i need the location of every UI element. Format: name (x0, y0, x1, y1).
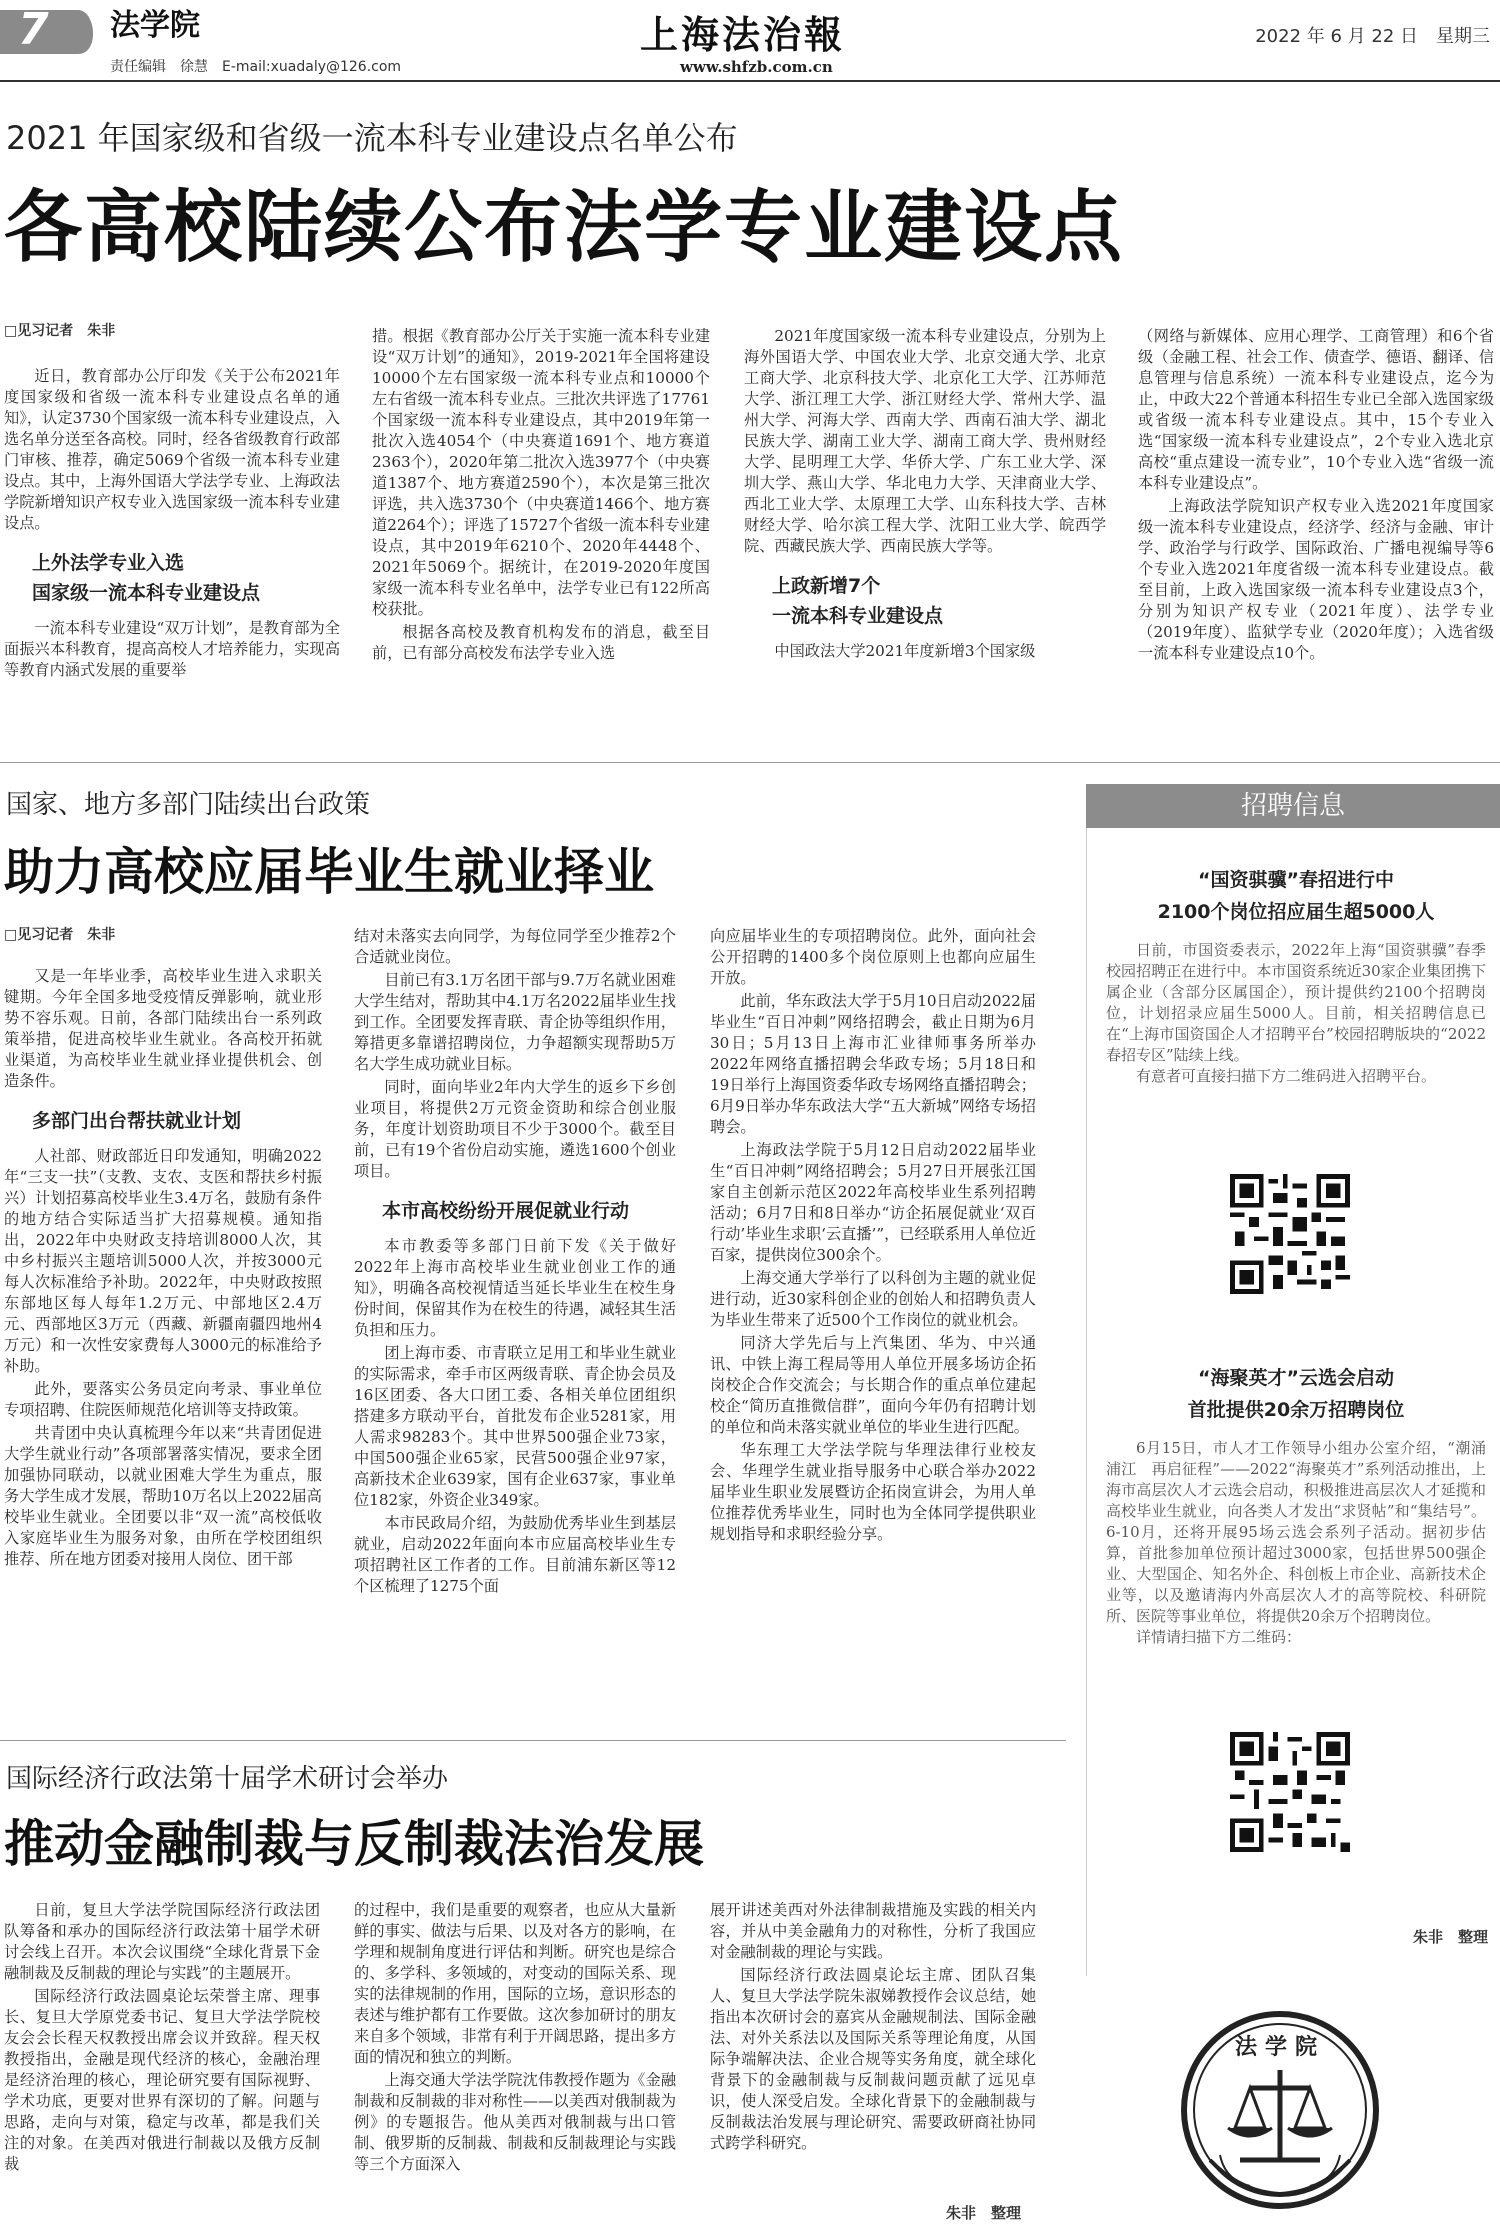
paragraph: 本市民政局介绍，为鼓励优秀毕业生到基层就业，启动2022年面向本市应届高校毕业生专项招聘社区工作者的工作。目前浦东新区等12个区梳理了1275个面 (354, 1514, 676, 1595)
paragraph: 国际经济行政法圆桌论坛荣誉主席、理事长、复旦大学原党委书记、复旦大学法学院校友会会长程天权教授出席会议并致辞。程天权教授指出，金融是现代经济的核心，金融治理是经济治理的核心，理论研究要有国际视野、学术功底，更要对世界有深切的了解。问题与思路，走向与对策，稳定与改革，都是我们关注的对象。在美西对俄进行制裁以及俄方反制裁 (4, 1987, 320, 2173)
article1-col2 (372, 326, 710, 666)
recruit-item1 (1106, 864, 1486, 1087)
paragraph: 同时，面向毕业2年内大学生的返乡下乡创业项目，将提供2万元资金资助和综合创业服务，年度计划资助项目不少于3000个。截至目前，已有19个省份启动实施，遴选1600个创业项目。 (354, 1078, 676, 1180)
article1-subhead1: 上外法学专业入选 国家级一流本科专业建设点 (32, 552, 261, 604)
paragraph: 此外，要落实公务员定向考录、事业单位专项招聘、住院医师规范化培训等支持政策。 (4, 1380, 322, 1419)
recruit-editor: 朱非 整理 (1412, 1928, 1488, 1946)
paragraph: 又是一年毕业季，高校毕业生进入求职关键期。今年全国多地受疫情反弹影响，就业形势不容乐观。日前，各部门陆续出台一系列政策举措，促进高校毕业生就业。各高校开拓就业渠道，为高校毕业生就业择业提供机会、创造条件。 (4, 967, 322, 1090)
paragraph: 华东理工大学法学院与华理法律行业校友会、华理学生就业指导服务中心联合举办2022届毕业生职业发展暨访企拓岗宣讲会，为用人单位推荐优秀毕业生，同时也为全体同学提供职业规划指导和求职经验分享。 (710, 1441, 1036, 1543)
article2-divider (0, 1740, 1066, 1741)
paragraph: 同济大学先后与上汽集团、华为、中兴通讯、中铁上海工程局等用人单位开展多场访企拓岗校企合作交流会；与长期合作的重点单位建起校企“简历直推微信群”，面向今年仍有招聘计划的单位和尚未落实就业单位的毕业生进行匹配。 (710, 1334, 1036, 1436)
recruit-title: 招聘信息 (1240, 791, 1345, 821)
issue-date: 2022 年 6 月 22 日 星期三 (1255, 26, 1490, 47)
recruit-item2 (1106, 1362, 1486, 1648)
article2-col3 (710, 926, 1036, 1547)
paragraph: 一流本科专业建设“双万计划”，是教育部为全面振兴本科教育，提高高校人才培养能力，实现高等教育内涵式发展的重要举 (4, 619, 340, 679)
article1-divider (0, 762, 1500, 763)
article2-subhead1: 多部门出台帮扶就业计划 (32, 1110, 242, 1132)
paragraph: 向应届毕业生的专项招聘岗位。此外，面向社会公开招聘的1400多个岗位原则上也都向应届生开放。 (710, 927, 1036, 987)
article1-col4 (1138, 326, 1494, 666)
article2-subhead2: 本市高校纷纷开展促就业行动 (382, 1200, 630, 1222)
header-rule (0, 80, 1500, 82)
paragraph: 措。根据《教育部办公厅关于实施一流本科专业建设“双万计划”的通知》，2019-2021年全国将建设10000个左右国家级一流本科专业点和10000个左右省级一流本科专业点。三批次共评选了17761个国家级一流本科专业建设点，其中2019年第一批次入选4054个（中央赛道1691个、地方赛道2363个），2020年第二批次入选3977个（中央赛道1387个、地方赛道2590个），本次是第三批次评选，共入选3730个（中央赛道1466个、地方赛道2264个）；评选了15727个省级一流本科专业建设点，其中2019年6210个、2020年4448个、2021年5069个。据统计，在2019-2020年度国家级一流本科专业名单中，法学专业已有122所高校获批。 (372, 327, 710, 618)
paragraph: 共青团中央认真梳理今年以来“共青团促进大学生就业行动”各项部署落实情况，要求全团加强协同联动，以就业困难大学生为重点，服务大学生成才发展，帮助10万名以上2022届高校毕业生就业。全团要以非“双一流”高校低收入家庭毕业生为服务对象，由所在学校团组织推荐、所在地方团委对接用人岗位、团干部 (4, 1424, 322, 1568)
paragraph: 6月15日，市人才工作领导小组办公室介绍，“潮涌浦江 再启征程”——2022“海聚英才”系列活动推出，上海市高层次人才云选会启动，积极推进高层次人才延揽和高校毕业生就业，向各类人才发出“求贤帖”和“集结号”。6-10月，还将开展95场云选会系列子活动。据初步估算，首批参加单位预计超过3000家，包括世界500强企业、大型国企、知名外企、科创板上市企业、高新技术企业等，以及邀请海内外高层次人才的高等院校、科研院所、医院等事业单位，将提供20余万个招聘岗位。 (1106, 1439, 1486, 1625)
article3-col2 (354, 1900, 676, 2177)
paragraph: 上海交通大学法学院沈伟教授作题为《金融制裁和反制裁的非对称性——以美西对俄制裁为例》的专题报告。他从美西对俄制裁与出口管制、俄罗斯的反制裁、制裁和反制裁理论与实践等三个方面深入 (354, 2071, 676, 2173)
paragraph: 本市教委等多部门日前下发《关于做好2022年上海市高校毕业生就业创业工作的通知》，明确各高校视情适当延长毕业生在校生身份时间，保留其作为在校生的待遇，减轻其生活负担和压力。 (354, 1237, 676, 1339)
paragraph: 目前已有3.1万名团干部与9.7万名就业困难大学生结对，帮助其中4.1万名2022届毕业生找到工作。全团要发挥青联、青企协等组织作用，筹措更多靠谱招聘岗位，力争超额实现帮助5万名大学生成功就业目标。 (354, 971, 676, 1073)
qr-code-icon[interactable] (1230, 1732, 1350, 1852)
paragraph: 上海政法学院知识产权专业入选2021年度国家级一流本科专业建设点，经济学、经济与金融、审计学、政治学与行政学、国际政治、广播电视编导等6个专业入选2021年度省级一流本科专业建设点。截至目前，上政入选国家级一流本科专业建设点3个，分别为知识产权专业（2021年度）、法学专业（2019年度）、监狱学专业（2020年度）；入选省级一流本科专业建设点10个。 (1138, 497, 1494, 662)
paragraph: 中国政法大学2021年度新增3个国家级 (774, 642, 1036, 660)
article1-headline: 各高校陆续公布法学专业建设点 (4, 183, 1125, 273)
article3-col3 (710, 1900, 1036, 2156)
paragraph: 结对未落实去向同学，为每位同学至少推荐2个合适就业岗位。 (354, 927, 676, 966)
paragraph: 人社部、财政部近日印发通知，明确2022年“三支一扶”（支教、支农、支医和帮扶乡村振兴）计划招募高校毕业生3.4万名，鼓励有条件的地方结合实际适当扩大招募规模。通知指出，2022年中央财政支持培训8000人次，其中乡村振兴主题培训5000人次，并按3000元每人次标准给予补助。2022年，中央财政按照东部地区每人每年1.2万元、中部地区2.4万元、西部地区3万元（西藏、新疆南疆四地州4万元）和一次性安家费每人3000元的标准给予补助。 (4, 1147, 322, 1375)
seal-text: 法学院 (1234, 2034, 1325, 2060)
page-number-badge (0, 2, 100, 62)
recruit-item2-title: “海聚英才”云选会启动 首批提供20余万招聘岗位 (1187, 1367, 1405, 1421)
article3-headline: 推动金融制裁与反制裁法治发展 (4, 1815, 704, 1873)
paragraph: 有意者可直接扫描下方二维码进入招聘平台。 (1136, 1067, 1437, 1085)
paragraph: 根据各高校及教育机构发布的消息，截至目前，已有部分高校发布法学专业入选 (372, 623, 710, 662)
paragraph: 上海政法学院于5月12日启动2022届毕业生“百日冲刺”网络招聘会；5月27日开展张江国家自主创新示范区2022年高校毕业生系列招聘活动；6月7日和8日举办“访企拓展促就业‘双百行动’毕业生求职‘云直播’”，已经联系用人单位近百家，提供岗位300余个。 (710, 1141, 1036, 1264)
qr-code-icon[interactable] (1230, 1174, 1350, 1294)
article1-subhead2: 上政新增7个 一流本科专业建设点 (772, 575, 944, 627)
article2-col1 (4, 966, 322, 1572)
section-title: 法学院 (110, 8, 200, 43)
paragraph: 日前，市国资委表示，2022年上海“国资骐骥”春季校园招聘正在进行中。本市国资系统近30家企业集团携下属企业（含部分区属国企），预计提供约2100个招聘岗位，计划招录应届生5000人。目前，相关招聘信息已在“上海市国资国企人才招聘平台”校园招聘版块的“2022春招专区”陆续上线。 (1106, 941, 1486, 1064)
paragraph: 的过程中，我们是重要的观察者，也应从大量新鲜的事实、做法与后果、以及对各方的影响，在学理和规制角度进行评估和判断。研究也是综合的、多学科、多领域的，对变动的国际关系、现实的法律规制的作用，国际的立场，意识形态的表述与维护都有工作要做。这次参加研讨的朋友来自多个领域，非常有利于开阔思路，提出多方面的情况和独立的判断。 (354, 1901, 676, 2066)
article1-col1 (4, 366, 340, 683)
paragraph: 展开讲述美西对外法律制裁措施及实践的相关内容，并从中美金融角力的对称性，分析了我国应对金融制裁的理论与实践。 (710, 1901, 1036, 1961)
article3-col1 (4, 1900, 320, 2177)
article2-headline: 助力高校应届毕业生就业择业 (4, 843, 654, 901)
paragraph: 上海交通大学举行了以科创为主题的就业促进行动，近30家科创企业的创始人和招聘负责人为毕业生带来了近500个工作岗位的就业机会。 (710, 1269, 1036, 1329)
website: www.shfzb.com.cn (680, 58, 833, 76)
article1-kicker: 2021 年国家级和省级一流本科专业建设点名单公布 (6, 119, 738, 157)
recruit-item1-title: “国资骐骥”春招进行中 2100个岗位招应届生超5000人 (1157, 869, 1435, 923)
article3-kicker: 国际经济行政法第十届学术研讨会举办 (6, 1764, 449, 1794)
masthead-logo: 上海法治報 (640, 12, 846, 57)
paragraph: 日前，复旦大学法学院国际经济行政法团队筹备和承办的国际经济行政法第十届学术研讨会线上召开。本次会议围绕“全球化背景下金融制裁及反制裁的理论与实践”的主题展开。 (4, 1901, 320, 1982)
paragraph: （网络与新媒体、应用心理学、工商管理）和6个省级（金融工程、社会工作、债查学、德语、翻译、信息管理与信息系统）一流本科专业建设点，迄今为止，中政大22个普通本科招生专业已全部入选国家级或省级一流本科专业建设点。其中，15个专业入选“国家级一流本科专业建设点”，2个专业入选北京高校“重点建设一流专业”，10个专业入选“省级一流本科专业建设点”。 (1138, 327, 1494, 492)
article1-col3 (744, 326, 1106, 664)
article1-byline: □见习记者 朱非 (4, 323, 116, 339)
editor-line: 责任编辑 徐慧 E-mail:xuadaly@126.com (110, 59, 402, 75)
paragraph: 2021年度国家级一流本科专业建设点，分别为上海外国语大学、中国农业大学、北京交通大学、北京工商大学、北京科技大学、北京化工大学、江苏师范大学、浙江理工大学、浙江财经大学、常州大学、温州大学、河海大学、西南大学、西南石油大学、湖北民族大学、湖南工业大学、湖南工商大学、贵州财经大学、昆明理工大学、华侨大学、广东工业大学、深圳大学、燕山大学、华北电力大学、天津商业大学、西北工业大学、太原理工大学、山东科技大学、吉林财经大学、哈尔滨工程大学、沈阳工业大学、皖西学院、西藏民族大学、西南民族大学等。 (744, 327, 1106, 555)
paragraph: 团上海市委、市青联立足用工和毕业生就业的实际需求，牵手市区两级青联、青企协会员及16区团委、各大口团工委、各相关单位团组织搭建多方联动平台，首批发布企业5281家，用人需求98283个。其中世界500强企业73家，中国500强企业65家，民营500强企业97家，高新技术企业639家，国有企业637家，事业单位182家，外资企业349家。 (354, 1344, 676, 1509)
paragraph: 此前，华东政法大学于5月10日启动2022届毕业生“百日冲刺”网络招聘会，截止日期为6月30日；5月13日上海市汇业律师事务所举办2022年网络直播招聘会华政专场；5月18日和19日举行上海国资委华政专场网络直播招聘会；6月9日举办华东政法大学“五大新城”网络专场招聘会。 (710, 992, 1036, 1136)
article2-kicker: 国家、地方多部门陆续出台政策 (6, 790, 371, 820)
page-number: 7 (18, 4, 49, 55)
paragraph: 近日，教育部办公厅印发《关于公布2021年度国家级和省级一流本科专业建设点名单的通知》，认定3730个国家级一流本科专业建设点，入选名单分送至各高校。同时，经各省级教育行政部门审核、推荐，确定5069个省级一流本科专业建设点。其中，上海外国语大学法学专业、上海政法学院新增知识产权专业入选国家级一流本科专业建设点。 (4, 367, 340, 532)
article2-col2 (354, 926, 676, 1599)
paragraph: 国际经济行政法圆桌论坛主席、团队召集人、复旦大学法学院朱淑娣教授作会议总结，她指出本次研讨会的嘉宾从金融规制法、国际金融法、对外关系法以及国际关系等理论角度，从国际争端解决法、企业合规等实务角度，就全球化背景下的金融制裁与反制裁问题贡献了远见卓识，使人深受启发。全球化背景下的金融制裁与反制裁法治发展与理论研究、需要政研商社协同式跨学科研究。 (710, 1966, 1036, 2152)
paragraph: 详情请扫描下方二维码： (1136, 1628, 1302, 1646)
article2-byline: □见习记者 朱非 (4, 927, 116, 943)
article3-editor: 朱非 整理 (946, 2204, 1022, 2222)
